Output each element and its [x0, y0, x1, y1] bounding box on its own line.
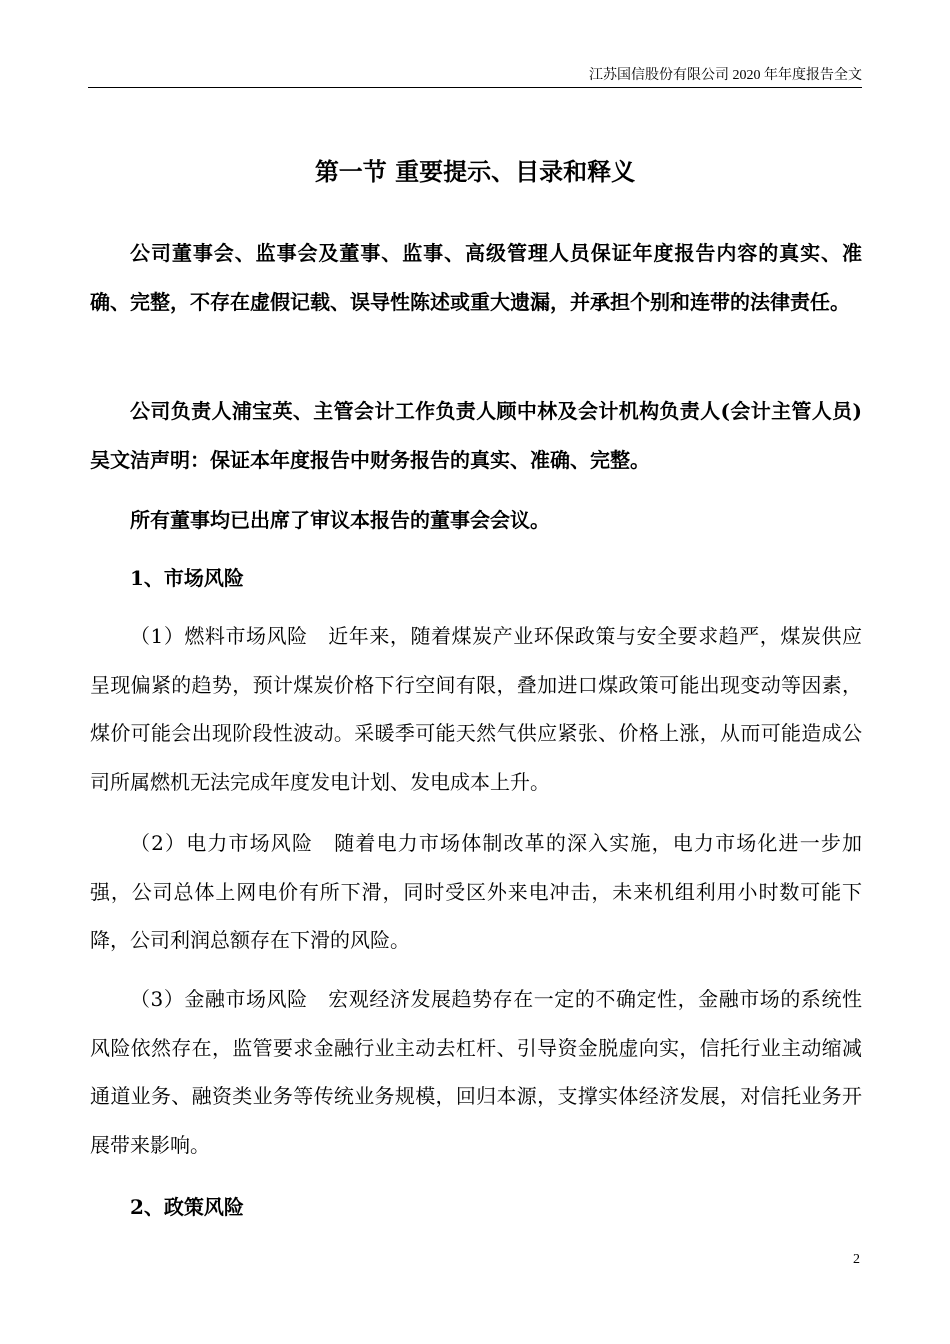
- header-divider: [88, 87, 862, 88]
- financial-market-risk-paragraph: [90, 975, 862, 1169]
- power-market-risk-paragraph: [90, 819, 862, 965]
- financial-market-risk-label: （3）金融市场风险: [130, 987, 308, 1011]
- board-attendance-statement: 所有董事均已出席了审议本报告的董事会会议。: [130, 508, 550, 532]
- fuel-market-risk-paragraph: [90, 612, 862, 806]
- responsibility-statement: 公司董事会、监事会及董事、监事、高级管理人员保证年度报告内容的真实、准确、完整，不存在虚假记载、误导性陈述或重大遗漏，并承担个别和连带的法律责任。: [90, 241, 862, 314]
- fuel-market-risk-label: （1）燃料市场风险: [130, 624, 308, 648]
- power-market-risk-label: （2）电力市场风险: [130, 831, 314, 855]
- policy-risk-heading: 2、政策风险: [130, 1195, 244, 1219]
- financial-market-risk-text: 宏观经济发展趋势存在一定的不确定性，金融市场的系统性风险依然存在，监管要求金融行业主动去杠杆、引导资金脱虚向实，信托行业主动缩减通道业务、融资类业务等传统业务规模，回归本源，支撑实体经济发展，对信托业务开展带来影响。: [90, 987, 863, 1157]
- financial-market-risk-spacer: [308, 987, 329, 1011]
- section-title: 第一节 重要提示、目录和释义: [314, 157, 636, 186]
- fuel-market-risk-text: 近年来，随着煤炭产业环保政策与安全要求趋严，煤炭供应呈现偏紧的趋势，预计煤炭价格下行空间有限，叠加进口煤政策可能出现变动等因素，煤价可能会出现阶段性波动。采暖季可能天然气供应紧张、价格上涨，从而可能造成公司所属燃机无法完成年度发电计划、发电成本上升。: [90, 624, 863, 794]
- fuel-market-risk-spacer: [308, 624, 329, 648]
- market-risk-heading: 1、市场风险: [130, 566, 244, 590]
- power-market-risk-text: 随着电力市场体制改革的深入实施，电力市场化进一步加强，公司总体上网电价有所下滑，同时受区外来电冲击，未来机组利用小时数可能下降，公司利润总额存在下滑的风险。: [90, 831, 862, 952]
- running-header: 江苏国信股份有限公司 2020 年年度报告全文: [589, 68, 862, 83]
- financial-report-declaration: 公司负责人浦宝英、主管会计工作负责人顾中林及会计机构负责人(会计主管人员)吴文洁声明：保证本年度报告中财务报告的真实、准确、完整。: [90, 399, 862, 472]
- page-number: 2: [853, 1252, 860, 1267]
- power-market-risk-spacer: [313, 831, 334, 855]
